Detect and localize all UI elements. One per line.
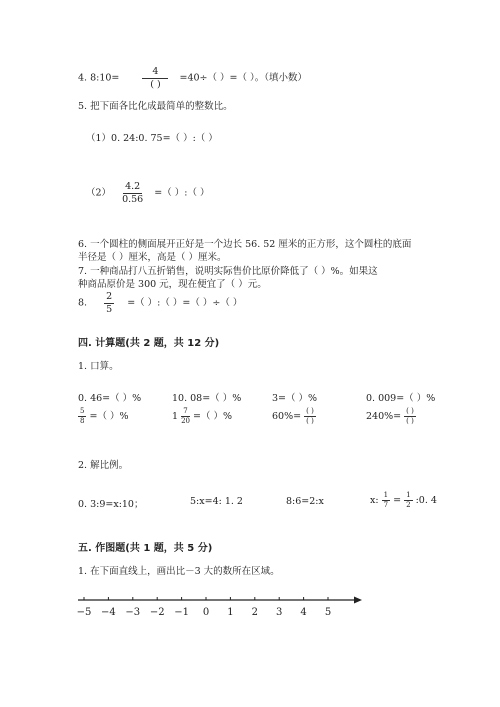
prop-4-n1: 1 [383,491,389,499]
number-line-tick-label: 5 [324,607,332,618]
q4-rest: =40÷（ ）=（ ）。（填小数） [179,72,308,84]
section4-sub2: 2. 解比例。 [78,460,129,471]
q8-den: 5 [106,303,113,315]
q8-rest: =（ ）:（ ）=（ ）÷（ ） [127,297,243,309]
prop-2: 5:x=4: 1. 2 [190,496,243,507]
q8-label: 8. [78,297,88,309]
calc-r2-c2-whole: 1 [172,411,179,422]
calc-r2-c2 [172,408,232,425]
calc-r2-c4-lead: 240%= [366,411,402,422]
calc-r2-c3-fraction [304,408,316,425]
section5-sub1: 1. 在下面直线上，画出比－3 大的数所在区域。 [78,566,280,577]
section4-title: 四. 计算题(共 2 题，共 12 分) [78,338,220,349]
number-line-tick-label: 1 [227,607,234,618]
number-line-tick-label: 3 [276,607,283,618]
prop-4-d2: 2 [406,501,411,509]
q6-line2: 半径是（ ）厘米，高是（ ）厘米。 [78,252,227,263]
q4-lead: 4. 8:10= [78,72,120,84]
prop-1: 0. 3:9=x:10； [78,499,144,510]
prop-4 [370,492,437,509]
calc-r2-c1-num: 5 [80,407,85,415]
q7-line2: 种商品原价是 300 元，现在便宜了（ ）元。 [78,279,267,290]
q8-fraction [104,292,114,314]
calc-r2-c1 [78,408,129,425]
q4-fraction [142,67,168,89]
q5-item2-fraction [122,182,143,204]
calc-r1-c4: 0. 009=（ ）% [366,393,436,404]
q6-line1: 6. 一个圆柱的侧面展开正好是一个边长 56. 52 厘米的正方形，这个圆柱的底面 [78,239,412,250]
number-line-arrow-icon [354,597,362,604]
calc-r1-c3: 3=（ ）% [272,393,318,404]
number-line [70,590,370,624]
number-line-tick-label: 2 [251,607,258,618]
q5-title: 5. 把下面各比化成最简单的整数比。 [78,101,233,112]
q4-frac-den: ( ) [150,78,161,90]
number-line-tick-label: −2 [149,607,165,618]
section4-sub1: 1. 口算。 [78,361,119,372]
calc-r2-c3-lead: 60%= [272,411,302,422]
q4-line [78,67,307,89]
q4-frac-num: 4 [142,67,168,79]
calc-r2-c1-den: 8 [80,417,85,425]
calc-r2-c2-rest: =（ ）% [193,411,233,422]
number-line-tick-label: 0 [202,607,210,618]
q5-item2 [86,182,209,204]
prop-4-frac1 [382,492,390,509]
prop-4-n2: 1 [406,491,411,499]
calc-r2-c3 [272,408,316,425]
prop-3: 8:6=2:x [286,496,324,507]
q7-line1: 7. 一种商品打八五折销售，说明实际售价比原价降低了（ ）%。如果这 [78,266,378,277]
q5-item2-den: 0.56 [122,193,144,205]
number-line-tick-label: −3 [125,607,141,618]
prop-4-lead: x: [370,495,379,506]
q5-item2-num: 4.2 [125,181,141,192]
number-line-tick-label: 4 [300,607,307,618]
calc-r2-c3-den: ( ) [306,417,314,425]
prop-4-mid: = [393,495,402,506]
calc-r2-c3-num: ( ) [306,407,314,415]
q8-num: 2 [106,291,113,302]
calc-r2-c4-num: ( ) [406,407,414,415]
number-line-tick-label: −5 [76,607,92,618]
q8-line [78,292,242,314]
calc-r2-c2-den: 20 [181,417,190,425]
calc-r2-c2-fraction [181,408,190,425]
q5-item2-rest: =（ ）:（ ） [154,187,210,199]
calc-r2-c2-num: 7 [183,407,188,415]
number-line-tick-label: −4 [101,607,116,618]
calc-r2-c4-den: ( ) [406,417,414,425]
prop-4-tail: :0. 4 [415,495,437,506]
calc-r2-c4 [366,408,416,425]
calc-r1-c2: 10. 08=（ ）% [172,393,242,404]
calc-r2-c4-fraction [404,408,416,425]
calc-r2-c1-rest: =（ ）% [89,411,129,422]
q5-item2-label: （2） [86,187,112,199]
calc-r2-c1-fraction [78,408,86,425]
section5-title: 五. 作图题(共 1 题，共 5 分) [78,543,213,554]
q5-item1: （1）0. 24:0. 75=（ ）:（ ） [86,133,218,144]
prop-4-frac2 [404,492,412,509]
prop-4-d1: 7 [383,501,389,509]
calc-r1-c1: 0. 46=（ ）% [78,393,142,404]
number-line-tick-label: −1 [174,607,189,618]
